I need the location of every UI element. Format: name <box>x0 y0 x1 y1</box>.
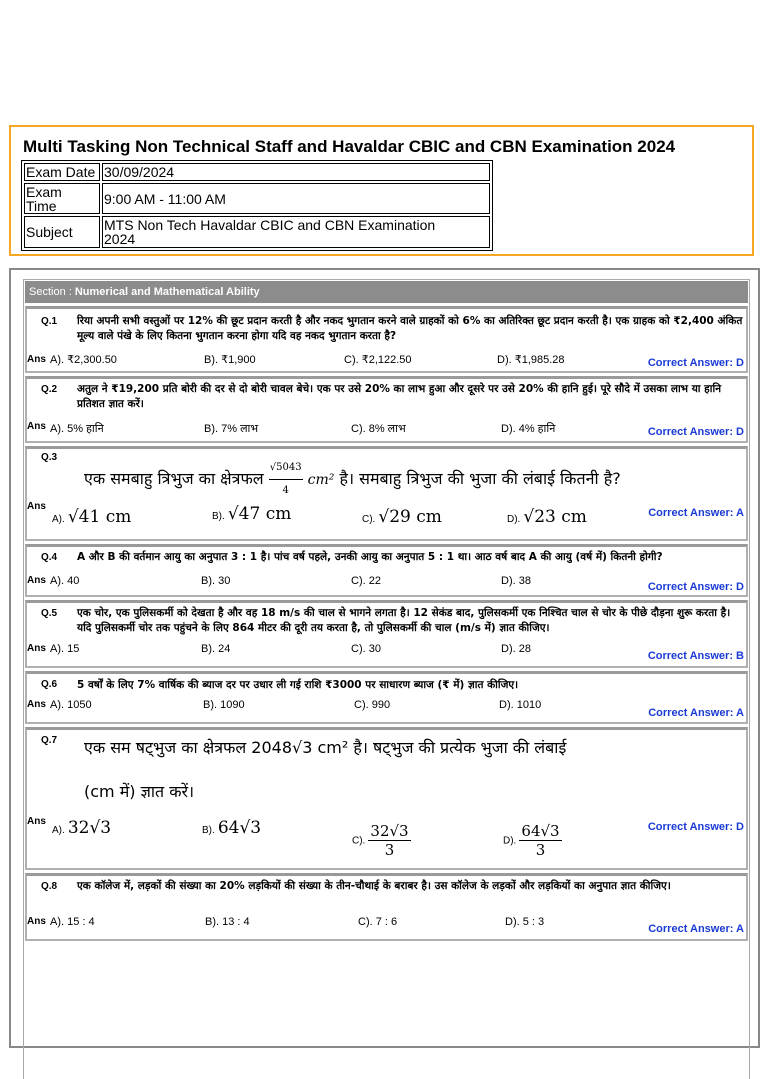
question-number: Q.1 <box>41 316 58 327</box>
option-a: A). 32√3 <box>52 818 112 838</box>
correct-answer: Correct Answer: D <box>647 357 744 369</box>
option-a: A). 15 <box>50 643 80 655</box>
exam-info-table <box>21 160 493 251</box>
question-2 <box>25 376 748 443</box>
correct-answer: Correct Answer: A <box>648 507 744 519</box>
option-d: D). 38 <box>501 575 531 587</box>
question-number: Q.2 <box>41 384 58 395</box>
ans-label: Ans <box>27 354 46 365</box>
option-a: A). 40 <box>50 575 80 587</box>
option-d: D). 4% हानि <box>501 423 556 435</box>
option-b: B). 1090 <box>203 699 245 711</box>
correct-answer: Correct Answer: D <box>647 426 744 438</box>
question-5 <box>25 600 748 668</box>
option-c: C). $\frac{32√3}{3}$ <box>352 822 409 859</box>
subject-value: MTS Non Tech Havaldar CBIC and CBN Examination 2024 <box>102 216 490 248</box>
correct-answer: Correct Answer: A <box>648 707 744 719</box>
exam-header <box>9 125 754 256</box>
exam-title: Multi Tasking Non Technical Staff and Havaldar CBIC and CBN Examination 2024 <box>23 137 676 156</box>
option-a: A). 15 : 4 <box>50 916 95 928</box>
option-a: A). ₹2,300.50 <box>50 354 117 366</box>
section-name: Numerical and Mathematical Ability <box>74 286 260 298</box>
ans-label: Ans <box>27 816 46 827</box>
option-a: A). √41 cm <box>52 507 132 527</box>
correct-answer: Correct Answer: D <box>647 821 744 833</box>
option-c: C). 7 : 6 <box>358 916 398 928</box>
ans-label: Ans <box>27 575 46 586</box>
exam-date-label: Exam Date <box>24 163 100 181</box>
option-d: D). ₹1,985.28 <box>497 354 565 366</box>
question-number: Q.8 <box>41 881 58 892</box>
question-4 <box>25 544 748 597</box>
question-number: Q.7 <box>41 735 58 746</box>
option-d: D). 5 : 3 <box>505 916 545 928</box>
exam-time-label: Exam Time <box>24 183 100 214</box>
question-number: Q.3 <box>41 452 58 463</box>
option-d: D). 28 <box>501 643 531 655</box>
option-a: A). 1050 <box>50 699 92 711</box>
ans-label: Ans <box>27 421 46 432</box>
ans-label: Ans <box>27 699 46 710</box>
option-b: B). 13 : 4 <box>205 916 250 928</box>
option-c: C). 30 <box>351 643 381 655</box>
question-7 <box>25 727 748 870</box>
exam-date-value: 30/09/2024 <box>102 163 490 181</box>
question-text: एक कॉलेज में, लड़कों की संख्या का 20% लड़कियों की संख्या के तीन-चौथाई के बराबर है। उस कॉलेज के लड़कों और लड़कियों का अनुपात ज्ञात कीजिए। <box>77 880 671 892</box>
question-text: एक चोर, एक पुलिसकर्मी को देखता है और वह 18 m/s की चाल से भागने लगता है। 12 सेकंड बाद, पुलिसकर्मी एक निश्चित चाल से चोर के पीछे दौड़ना शुरू करता है। यदि पुलिसकर्मी चोर तक पहुंचने के लिए 864 मीटर की दूरी तय करता है, तो पुलिसकर्मी की चाल (m/s में) ज्ञात कीजिए। <box>77 607 731 634</box>
option-d: D). √23 cm <box>507 507 587 527</box>
question-number: Q.5 <box>41 608 58 619</box>
question-6 <box>25 671 748 724</box>
option-c: C). 8% लाभ <box>351 423 406 435</box>
option-b: B). 64√3 <box>202 818 262 838</box>
question-number: Q.4 <box>41 552 58 563</box>
question-text: अतुल ने ₹19,200 प्रति बोरी की दर से दो बोरी चावल बेचे। एक पर उसे 20% का लाभ हुआ और दूसरे पर उसे 20% की हानि हुई। पूरे सौदे में उसका लाभ या हानि प्रतिशत ज्ञात करें। <box>77 383 722 410</box>
exam-time-value: 9:00 AM - 11:00 AM <box>102 183 490 214</box>
option-a: A). 5% हानि <box>50 423 104 435</box>
question-text: A और B की वर्तमान आयु का अनुपात 3 : 1 है। पांच वर्ष पहले, उनकी आयु का अनुपात 5 : 1 था। आठ वर्ष बाद A की आयु (वर्ष में) कितनी होगी? <box>77 551 663 563</box>
question-text-line-1: एक सम षट्भुज का क्षेत्रफल 2048√3 cm² है। षट्भुज की प्रत्येक भुजा की लंबाई <box>84 738 567 757</box>
correct-answer: Correct Answer: A <box>648 923 744 935</box>
section-header: Section : Numerical and Mathematical Ability <box>25 281 748 303</box>
option-b: B). 30 <box>201 575 231 587</box>
question-text: 5 वर्षों के लिए 7% वार्षिक की ब्याज दर पर उधार ली गई राशि ₹3000 पर साधारण ब्याज (₹ में) ज्ञात कीजिए। <box>77 679 519 691</box>
option-c: C). ₹2,122.50 <box>344 354 412 366</box>
option-d: D). $\frac{64√3}{3}$ <box>503 822 560 859</box>
question-1 <box>25 306 748 373</box>
question-3 <box>25 446 748 541</box>
question-paper <box>9 268 760 1048</box>
option-c: C). 990 <box>354 699 391 711</box>
option-b: B). 24 <box>201 643 231 655</box>
option-b: B). 7% लाभ <box>204 423 259 435</box>
question-text: रिया अपनी सभी वस्तुओं पर 12% की छूट प्रदान करती है और नकद भुगतान करने वाले ग्राहकों को 6% का अतिरिक्त छूट प्रदान करती है। एक ग्राहक को ₹2,400 अंकित मूल्य वाले पंखे के लिए कितना भुगतान करना होगा यदि वह नकद भुगतान करता है? <box>77 315 743 342</box>
question-number: Q.6 <box>41 679 58 690</box>
question-list <box>23 279 750 1079</box>
question-8 <box>25 873 748 941</box>
option-b: B). √47 cm <box>212 504 292 524</box>
correct-answer: Correct Answer: B <box>647 650 744 662</box>
ans-label: Ans <box>27 643 46 654</box>
ans-label: Ans <box>27 916 46 927</box>
question-text-line-2: (cm में) ज्ञात करें। <box>84 782 195 801</box>
option-c: C). 22 <box>351 575 381 587</box>
option-d: D). 1010 <box>499 699 542 711</box>
option-b: B). ₹1,900 <box>204 354 256 366</box>
question-text: एक समबाहु त्रिभुज का क्षेत्रफल $\frac{√5043}{4} cm^2$ है। समबाहु त्रिभुज की भुजा की लंबाई कितनी है? <box>84 457 744 502</box>
subject-label: Subject <box>24 216 100 248</box>
option-c: C). √29 cm <box>362 507 442 527</box>
correct-answer: Correct Answer: D <box>647 581 744 593</box>
ans-label: Ans <box>27 501 46 512</box>
area-fraction: $\frac{√5043}{4}$ <box>269 457 303 502</box>
